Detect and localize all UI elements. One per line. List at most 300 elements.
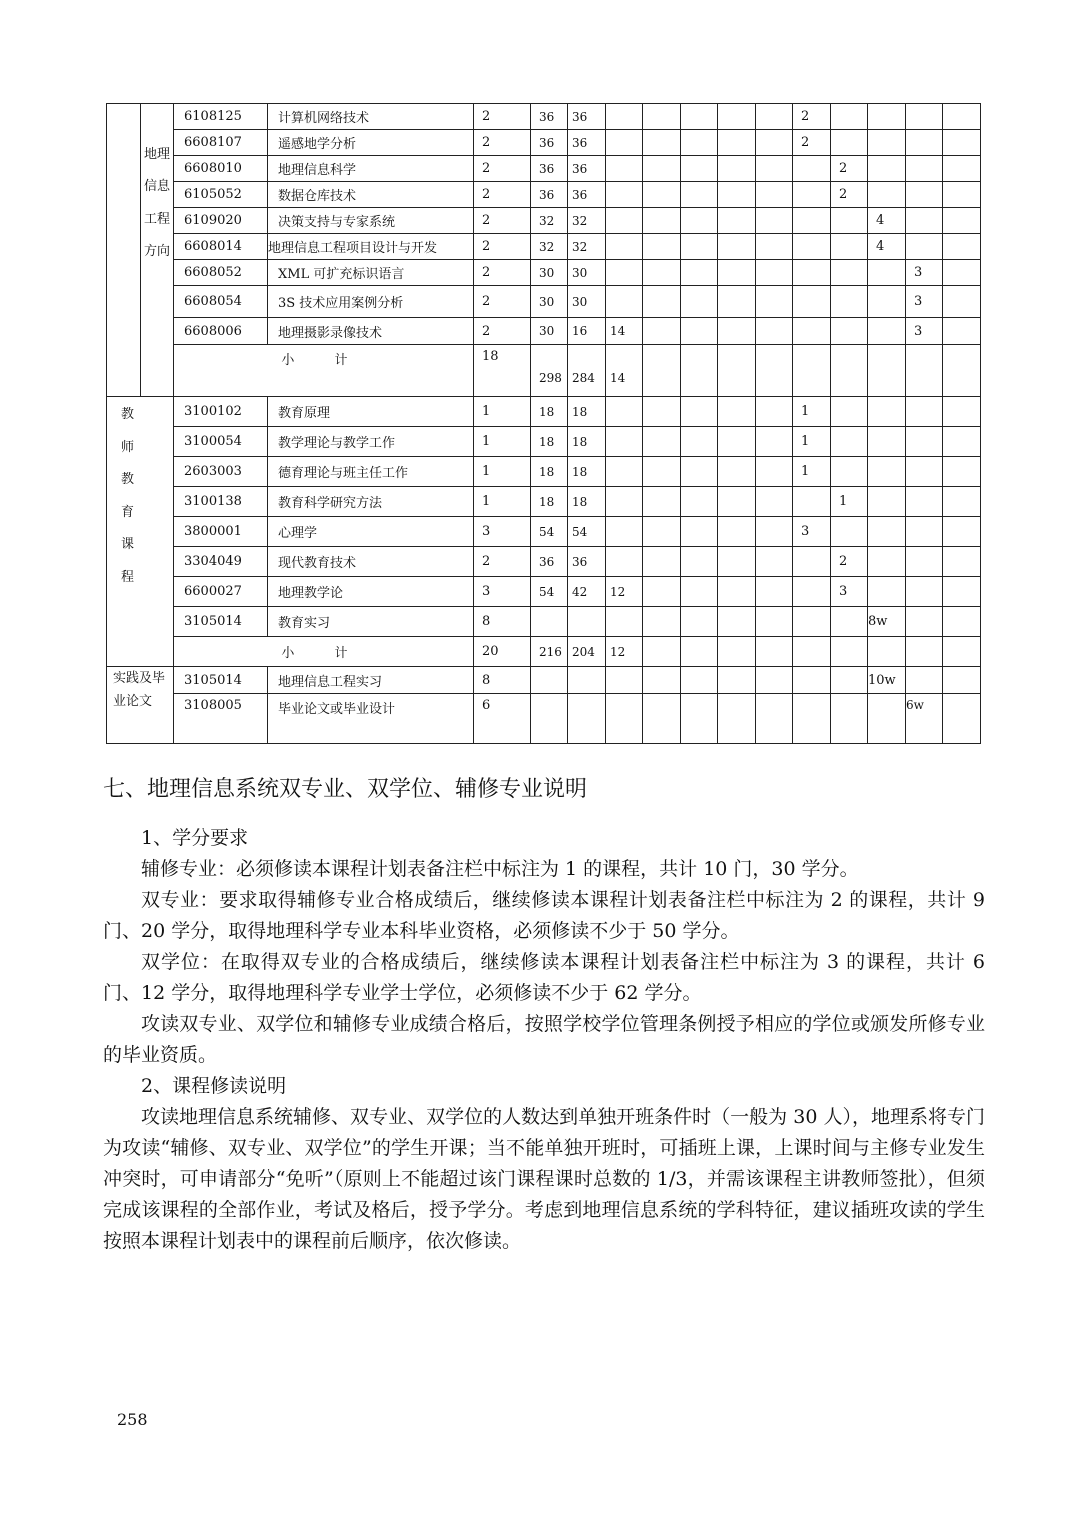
lab-hours xyxy=(606,182,643,208)
empty-cell xyxy=(681,694,718,744)
empty-cell xyxy=(756,260,793,286)
credits: 6 xyxy=(474,694,531,744)
semester-hours xyxy=(793,260,831,286)
lecture-hours: 36 xyxy=(568,547,606,577)
empty-cell xyxy=(793,667,831,694)
course-code: 6608107 xyxy=(174,130,268,156)
semester-hours: 3 xyxy=(793,517,831,547)
total-hours: 36 xyxy=(531,547,568,577)
semester-hours xyxy=(868,577,906,607)
direction-group-label: 地理信息工程方向 xyxy=(141,104,174,397)
empty-cell xyxy=(756,607,793,637)
course-code: 3100138 xyxy=(174,487,268,517)
credits: 2 xyxy=(474,104,531,130)
paragraph: 攻读地理信息系统辅修、双专业、双学位的人数达到单独开班条件时（一般为 30 人），地理系将专门为攻读“辅修、双专业、双学位”的学生开课；当不能单独开班时，可插班上课，上课时间与主修专业发生冲突时，可申请部分“免听”（原则上不能超过该门课程课时总数的 1/3，并需该课程主讲教师签批），但须完成该课程的全部作业，考试及格后，授予学分。考虑到地理信息系统的学科特征，建议插班攻读的学生按照本课程计划表中的课程前后顺序，依次修读。 xyxy=(103,1106,985,1252)
semester-hours: 3 xyxy=(906,286,943,318)
credits: 2 xyxy=(474,234,531,260)
empty-cell xyxy=(643,156,681,182)
parent-category-cell xyxy=(107,104,141,397)
course-code: 6608010 xyxy=(174,156,268,182)
empty-cell xyxy=(643,667,681,694)
empty-cell xyxy=(643,130,681,156)
empty-cell xyxy=(681,130,718,156)
lecture-hours: 54 xyxy=(568,517,606,547)
total-hours: 18 xyxy=(531,427,568,457)
empty-cell xyxy=(906,487,943,517)
course-name: 德育理论与班主任工作 xyxy=(268,457,474,487)
empty-cell xyxy=(718,457,756,487)
total-hours: 36 xyxy=(531,130,568,156)
subtotal-hours: 216 xyxy=(531,637,568,667)
empty-cell xyxy=(718,517,756,547)
subsection-heading: 1、学分要求 xyxy=(141,827,249,849)
course-name: 数据仓库技术 xyxy=(268,182,474,208)
empty-cell xyxy=(718,104,756,130)
lab-hours xyxy=(606,427,643,457)
table-row xyxy=(107,234,981,260)
semester-hours xyxy=(831,208,868,234)
course-code: 6608014 xyxy=(174,234,268,260)
course-code: 6105052 xyxy=(174,182,268,208)
empty-cell xyxy=(793,637,831,667)
table-row xyxy=(107,694,981,744)
empty-cell xyxy=(943,182,981,208)
course-code: 6608052 xyxy=(174,260,268,286)
credits: 2 xyxy=(474,130,531,156)
empty-cell xyxy=(643,637,681,667)
empty-cell xyxy=(906,427,943,457)
semester-hours xyxy=(793,607,831,637)
semester-hours xyxy=(793,318,831,345)
empty-cell xyxy=(756,397,793,427)
empty-cell xyxy=(831,345,868,397)
course-name: 地理教学论 xyxy=(268,577,474,607)
semester-hours xyxy=(868,260,906,286)
empty-cell xyxy=(943,517,981,547)
lab-hours xyxy=(606,208,643,234)
semester-hours xyxy=(831,427,868,457)
lab-hours xyxy=(606,397,643,427)
table-row xyxy=(107,260,981,286)
semester-hours: 6w xyxy=(906,694,943,744)
lecture-hours: 36 xyxy=(568,104,606,130)
course-name: 计算机网络技术 xyxy=(268,104,474,130)
semester-hours xyxy=(906,104,943,130)
semester-hours xyxy=(868,427,906,457)
table-row xyxy=(107,427,981,457)
empty-cell xyxy=(906,457,943,487)
course-code: 3105014 xyxy=(174,607,268,637)
empty-cell xyxy=(643,607,681,637)
empty-cell xyxy=(568,694,606,744)
empty-cell xyxy=(643,182,681,208)
semester-hours xyxy=(831,457,868,487)
course-name: 毕业论文或毕业设计 xyxy=(268,694,474,744)
semester-hours xyxy=(831,318,868,345)
total-hours: 18 xyxy=(531,397,568,427)
subtotal-lab: 14 xyxy=(606,345,643,397)
total-hours: 18 xyxy=(531,487,568,517)
empty-cell xyxy=(643,427,681,457)
credits: 1 xyxy=(474,427,531,457)
semester-hours xyxy=(868,547,906,577)
empty-cell xyxy=(756,156,793,182)
subtotal-row xyxy=(107,637,981,667)
empty-cell xyxy=(718,286,756,318)
lecture-hours: 18 xyxy=(568,457,606,487)
credits: 8 xyxy=(474,667,531,694)
course-name: 地理信息工程实习 xyxy=(268,667,474,694)
empty-cell xyxy=(643,345,681,397)
lecture-hours: 18 xyxy=(568,487,606,517)
semester-hours xyxy=(793,487,831,517)
empty-cell xyxy=(718,208,756,234)
paragraph: 双学位：在取得双专业的合格成绩后，继续修读本课程计划表备注栏中标注为 3 的课程，共计 6 门、12 学分，取得地理科学专业学士学位，必须修读不少于 62 学分。 xyxy=(103,951,985,1004)
lecture-hours: 42 xyxy=(568,577,606,607)
empty-cell xyxy=(718,130,756,156)
credits: 2 xyxy=(474,208,531,234)
empty-cell xyxy=(681,345,718,397)
semester-hours xyxy=(831,234,868,260)
subtotal-credits: 18 xyxy=(474,345,531,397)
lab-hours xyxy=(606,156,643,182)
semester-hours xyxy=(906,156,943,182)
course-name: 教育实习 xyxy=(268,607,474,637)
empty-cell xyxy=(831,694,868,744)
empty-cell xyxy=(756,487,793,517)
subtotal-hours: 298 xyxy=(531,345,568,397)
lab-hours xyxy=(606,234,643,260)
page-number: 258 xyxy=(117,1410,148,1429)
empty-cell xyxy=(906,637,943,667)
credits: 2 xyxy=(474,547,531,577)
course-name: 3S 技术应用案例分析 xyxy=(268,286,474,318)
lecture-hours: 30 xyxy=(568,286,606,318)
total-hours: 30 xyxy=(531,260,568,286)
course-name: 地理摄影录像技术 xyxy=(268,318,474,345)
empty-cell xyxy=(756,427,793,457)
course-code: 6600027 xyxy=(174,577,268,607)
paragraph: 攻读双专业、双学位和辅修专业成绩合格后，按照学校学位管理条例授予相应的学位或颁发所修专业的毕业资质。 xyxy=(103,1013,985,1066)
semester-hours xyxy=(868,130,906,156)
table-row xyxy=(107,517,981,547)
total-hours: 54 xyxy=(531,517,568,547)
course-code: 3100102 xyxy=(174,397,268,427)
empty-cell xyxy=(606,667,643,694)
empty-cell xyxy=(718,156,756,182)
empty-cell xyxy=(756,130,793,156)
course-code: 6109020 xyxy=(174,208,268,234)
lab-hours xyxy=(606,260,643,286)
semester-hours: 3 xyxy=(831,577,868,607)
semester-hours xyxy=(868,182,906,208)
semester-hours xyxy=(831,130,868,156)
table-row xyxy=(107,182,981,208)
empty-cell xyxy=(943,318,981,345)
empty-cell xyxy=(868,637,906,667)
credits: 3 xyxy=(474,517,531,547)
course-code: 3108005 xyxy=(174,694,268,744)
lecture-hours: 36 xyxy=(568,182,606,208)
empty-cell xyxy=(643,234,681,260)
empty-cell xyxy=(906,547,943,577)
paragraph: 双专业：要求取得辅修专业合格成绩后，继续修读本课程计划表备注栏中标注为 2 的课程，共计 9 门、20 学分，取得地理科学专业本科毕业资格，必须修读不少于 50 学分。 xyxy=(103,889,985,942)
lab-hours xyxy=(606,457,643,487)
lecture-hours: 18 xyxy=(568,397,606,427)
empty-cell xyxy=(568,667,606,694)
lab-hours xyxy=(606,517,643,547)
table-row xyxy=(107,607,981,637)
semester-hours xyxy=(868,517,906,547)
semester-hours xyxy=(831,286,868,318)
empty-cell xyxy=(643,457,681,487)
lab-hours xyxy=(606,286,643,318)
course-name: 教育科学研究方法 xyxy=(268,487,474,517)
semester-hours: 3 xyxy=(906,260,943,286)
semester-hours xyxy=(906,130,943,156)
subtotal-label: 小 计 xyxy=(174,637,474,667)
empty-cell xyxy=(681,182,718,208)
course-name: 教学理论与教学工作 xyxy=(268,427,474,457)
table-row xyxy=(107,457,981,487)
table-row xyxy=(107,667,981,694)
lecture-hours: 36 xyxy=(568,130,606,156)
course-name: 现代教育技术 xyxy=(268,547,474,577)
semester-hours xyxy=(868,457,906,487)
semester-hours xyxy=(793,234,831,260)
empty-cell xyxy=(718,397,756,427)
course-name: 地理信息科学 xyxy=(268,156,474,182)
lab-hours xyxy=(606,547,643,577)
empty-cell xyxy=(718,318,756,345)
empty-cell xyxy=(756,234,793,260)
empty-cell xyxy=(681,286,718,318)
empty-cell xyxy=(681,577,718,607)
total-hours: 30 xyxy=(531,286,568,318)
semester-hours xyxy=(906,182,943,208)
semester-hours: 8w xyxy=(868,607,906,637)
empty-cell xyxy=(681,637,718,667)
empty-cell xyxy=(756,547,793,577)
empty-cell xyxy=(756,286,793,318)
empty-cell xyxy=(718,487,756,517)
empty-cell xyxy=(718,345,756,397)
empty-cell xyxy=(681,208,718,234)
lab-hours: 12 xyxy=(606,577,643,607)
course-name: 遥感地学分析 xyxy=(268,130,474,156)
total-hours: 30 xyxy=(531,318,568,345)
semester-hours: 2 xyxy=(831,156,868,182)
empty-cell xyxy=(756,318,793,345)
empty-cell xyxy=(831,667,868,694)
empty-cell xyxy=(643,260,681,286)
empty-cell xyxy=(943,457,981,487)
semester-hours xyxy=(868,487,906,517)
empty-cell xyxy=(718,547,756,577)
lab-hours xyxy=(606,487,643,517)
subtotal-credits: 20 xyxy=(474,637,531,667)
subtotal-row xyxy=(107,345,981,397)
lecture-hours xyxy=(568,607,606,637)
lecture-hours: 30 xyxy=(568,260,606,286)
semester-hours xyxy=(793,547,831,577)
credits: 2 xyxy=(474,260,531,286)
empty-cell xyxy=(531,667,568,694)
empty-cell xyxy=(906,397,943,427)
course-code: 3105014 xyxy=(174,667,268,694)
empty-cell xyxy=(943,577,981,607)
semester-hours xyxy=(868,104,906,130)
empty-cell xyxy=(756,208,793,234)
course-name: 教育原理 xyxy=(268,397,474,427)
total-hours: 36 xyxy=(531,104,568,130)
semester-hours xyxy=(868,286,906,318)
semester-hours: 1 xyxy=(793,397,831,427)
total-hours: 18 xyxy=(531,457,568,487)
total-hours: 54 xyxy=(531,577,568,607)
empty-cell xyxy=(756,345,793,397)
empty-cell xyxy=(943,234,981,260)
course-name: 决策支持与专家系统 xyxy=(268,208,474,234)
empty-cell xyxy=(906,345,943,397)
table-row xyxy=(107,156,981,182)
subsection-heading: 2、课程修读说明 xyxy=(141,1075,287,1097)
credits: 2 xyxy=(474,318,531,345)
semester-hours xyxy=(793,577,831,607)
semester-hours: 2 xyxy=(831,547,868,577)
empty-cell xyxy=(756,457,793,487)
lecture-hours: 32 xyxy=(568,208,606,234)
semester-hours xyxy=(831,607,868,637)
empty-cell xyxy=(906,577,943,607)
semester-hours: 4 xyxy=(868,208,906,234)
semester-hours xyxy=(793,208,831,234)
empty-cell xyxy=(756,667,793,694)
empty-cell xyxy=(718,637,756,667)
empty-cell xyxy=(718,694,756,744)
empty-cell xyxy=(943,397,981,427)
total-hours: 36 xyxy=(531,156,568,182)
table-row xyxy=(107,397,981,427)
semester-hours xyxy=(793,286,831,318)
empty-cell xyxy=(643,318,681,345)
table-row xyxy=(107,487,981,517)
empty-cell xyxy=(943,487,981,517)
empty-cell xyxy=(681,260,718,286)
empty-cell xyxy=(681,397,718,427)
paragraph: 辅修专业：必须修读本课程计划表备注栏中标注为 1 的课程，共计 10 门，30 学分。 xyxy=(141,858,859,880)
lecture-hours: 16 xyxy=(568,318,606,345)
empty-cell xyxy=(606,694,643,744)
teacher-group-label: 教师教育课程 xyxy=(107,397,174,667)
empty-cell xyxy=(643,577,681,607)
empty-cell xyxy=(718,577,756,607)
empty-cell xyxy=(718,427,756,457)
empty-cell xyxy=(718,182,756,208)
lecture-hours: 36 xyxy=(568,156,606,182)
lab-hours xyxy=(606,607,643,637)
semester-hours xyxy=(831,397,868,427)
empty-cell xyxy=(943,208,981,234)
empty-cell xyxy=(831,637,868,667)
credits: 2 xyxy=(474,182,531,208)
semester-hours xyxy=(831,104,868,130)
empty-cell xyxy=(718,260,756,286)
lab-hours: 14 xyxy=(606,318,643,345)
empty-cell xyxy=(681,457,718,487)
empty-cell xyxy=(943,104,981,130)
empty-cell xyxy=(643,104,681,130)
empty-cell xyxy=(681,607,718,637)
semester-hours xyxy=(868,156,906,182)
lecture-hours: 18 xyxy=(568,427,606,457)
empty-cell xyxy=(531,694,568,744)
semester-hours xyxy=(868,397,906,427)
total-hours: 32 xyxy=(531,208,568,234)
credits: 2 xyxy=(474,286,531,318)
empty-cell xyxy=(756,182,793,208)
table-row xyxy=(107,208,981,234)
total-hours xyxy=(531,607,568,637)
empty-cell xyxy=(718,607,756,637)
course-name: XML 可扩充标识语言 xyxy=(268,260,474,286)
total-hours: 36 xyxy=(531,182,568,208)
empty-cell xyxy=(756,104,793,130)
semester-hours xyxy=(793,156,831,182)
course-plan-table xyxy=(106,103,981,744)
course-code: 3304049 xyxy=(174,547,268,577)
empty-cell xyxy=(943,637,981,667)
table-row xyxy=(107,130,981,156)
empty-cell xyxy=(906,517,943,547)
empty-cell xyxy=(643,208,681,234)
lab-hours xyxy=(606,104,643,130)
course-code: 6608054 xyxy=(174,286,268,318)
empty-cell xyxy=(756,577,793,607)
empty-cell xyxy=(943,345,981,397)
course-code: 3100054 xyxy=(174,427,268,457)
table-row xyxy=(107,577,981,607)
empty-cell xyxy=(718,234,756,260)
semester-hours xyxy=(906,208,943,234)
empty-cell xyxy=(643,517,681,547)
practice-group-label: 实践及毕业论文 xyxy=(107,667,174,744)
semester-hours xyxy=(868,694,906,744)
subtotal-lab: 12 xyxy=(606,637,643,667)
course-code: 3800001 xyxy=(174,517,268,547)
empty-cell xyxy=(756,637,793,667)
empty-cell xyxy=(681,104,718,130)
empty-cell xyxy=(643,286,681,318)
semester-hours xyxy=(868,318,906,345)
semester-hours: 1 xyxy=(793,427,831,457)
subtotal-label: 小 计 xyxy=(174,345,474,397)
empty-cell xyxy=(718,667,756,694)
semester-hours xyxy=(906,234,943,260)
table-row xyxy=(107,286,981,318)
empty-cell xyxy=(681,156,718,182)
empty-cell xyxy=(943,130,981,156)
empty-cell xyxy=(643,694,681,744)
empty-cell xyxy=(643,487,681,517)
total-hours: 32 xyxy=(531,234,568,260)
credits: 2 xyxy=(474,156,531,182)
table-row xyxy=(107,318,981,345)
semester-hours: 3 xyxy=(906,318,943,345)
lecture-hours: 32 xyxy=(568,234,606,260)
semester-hours xyxy=(831,517,868,547)
table-row xyxy=(107,104,981,130)
